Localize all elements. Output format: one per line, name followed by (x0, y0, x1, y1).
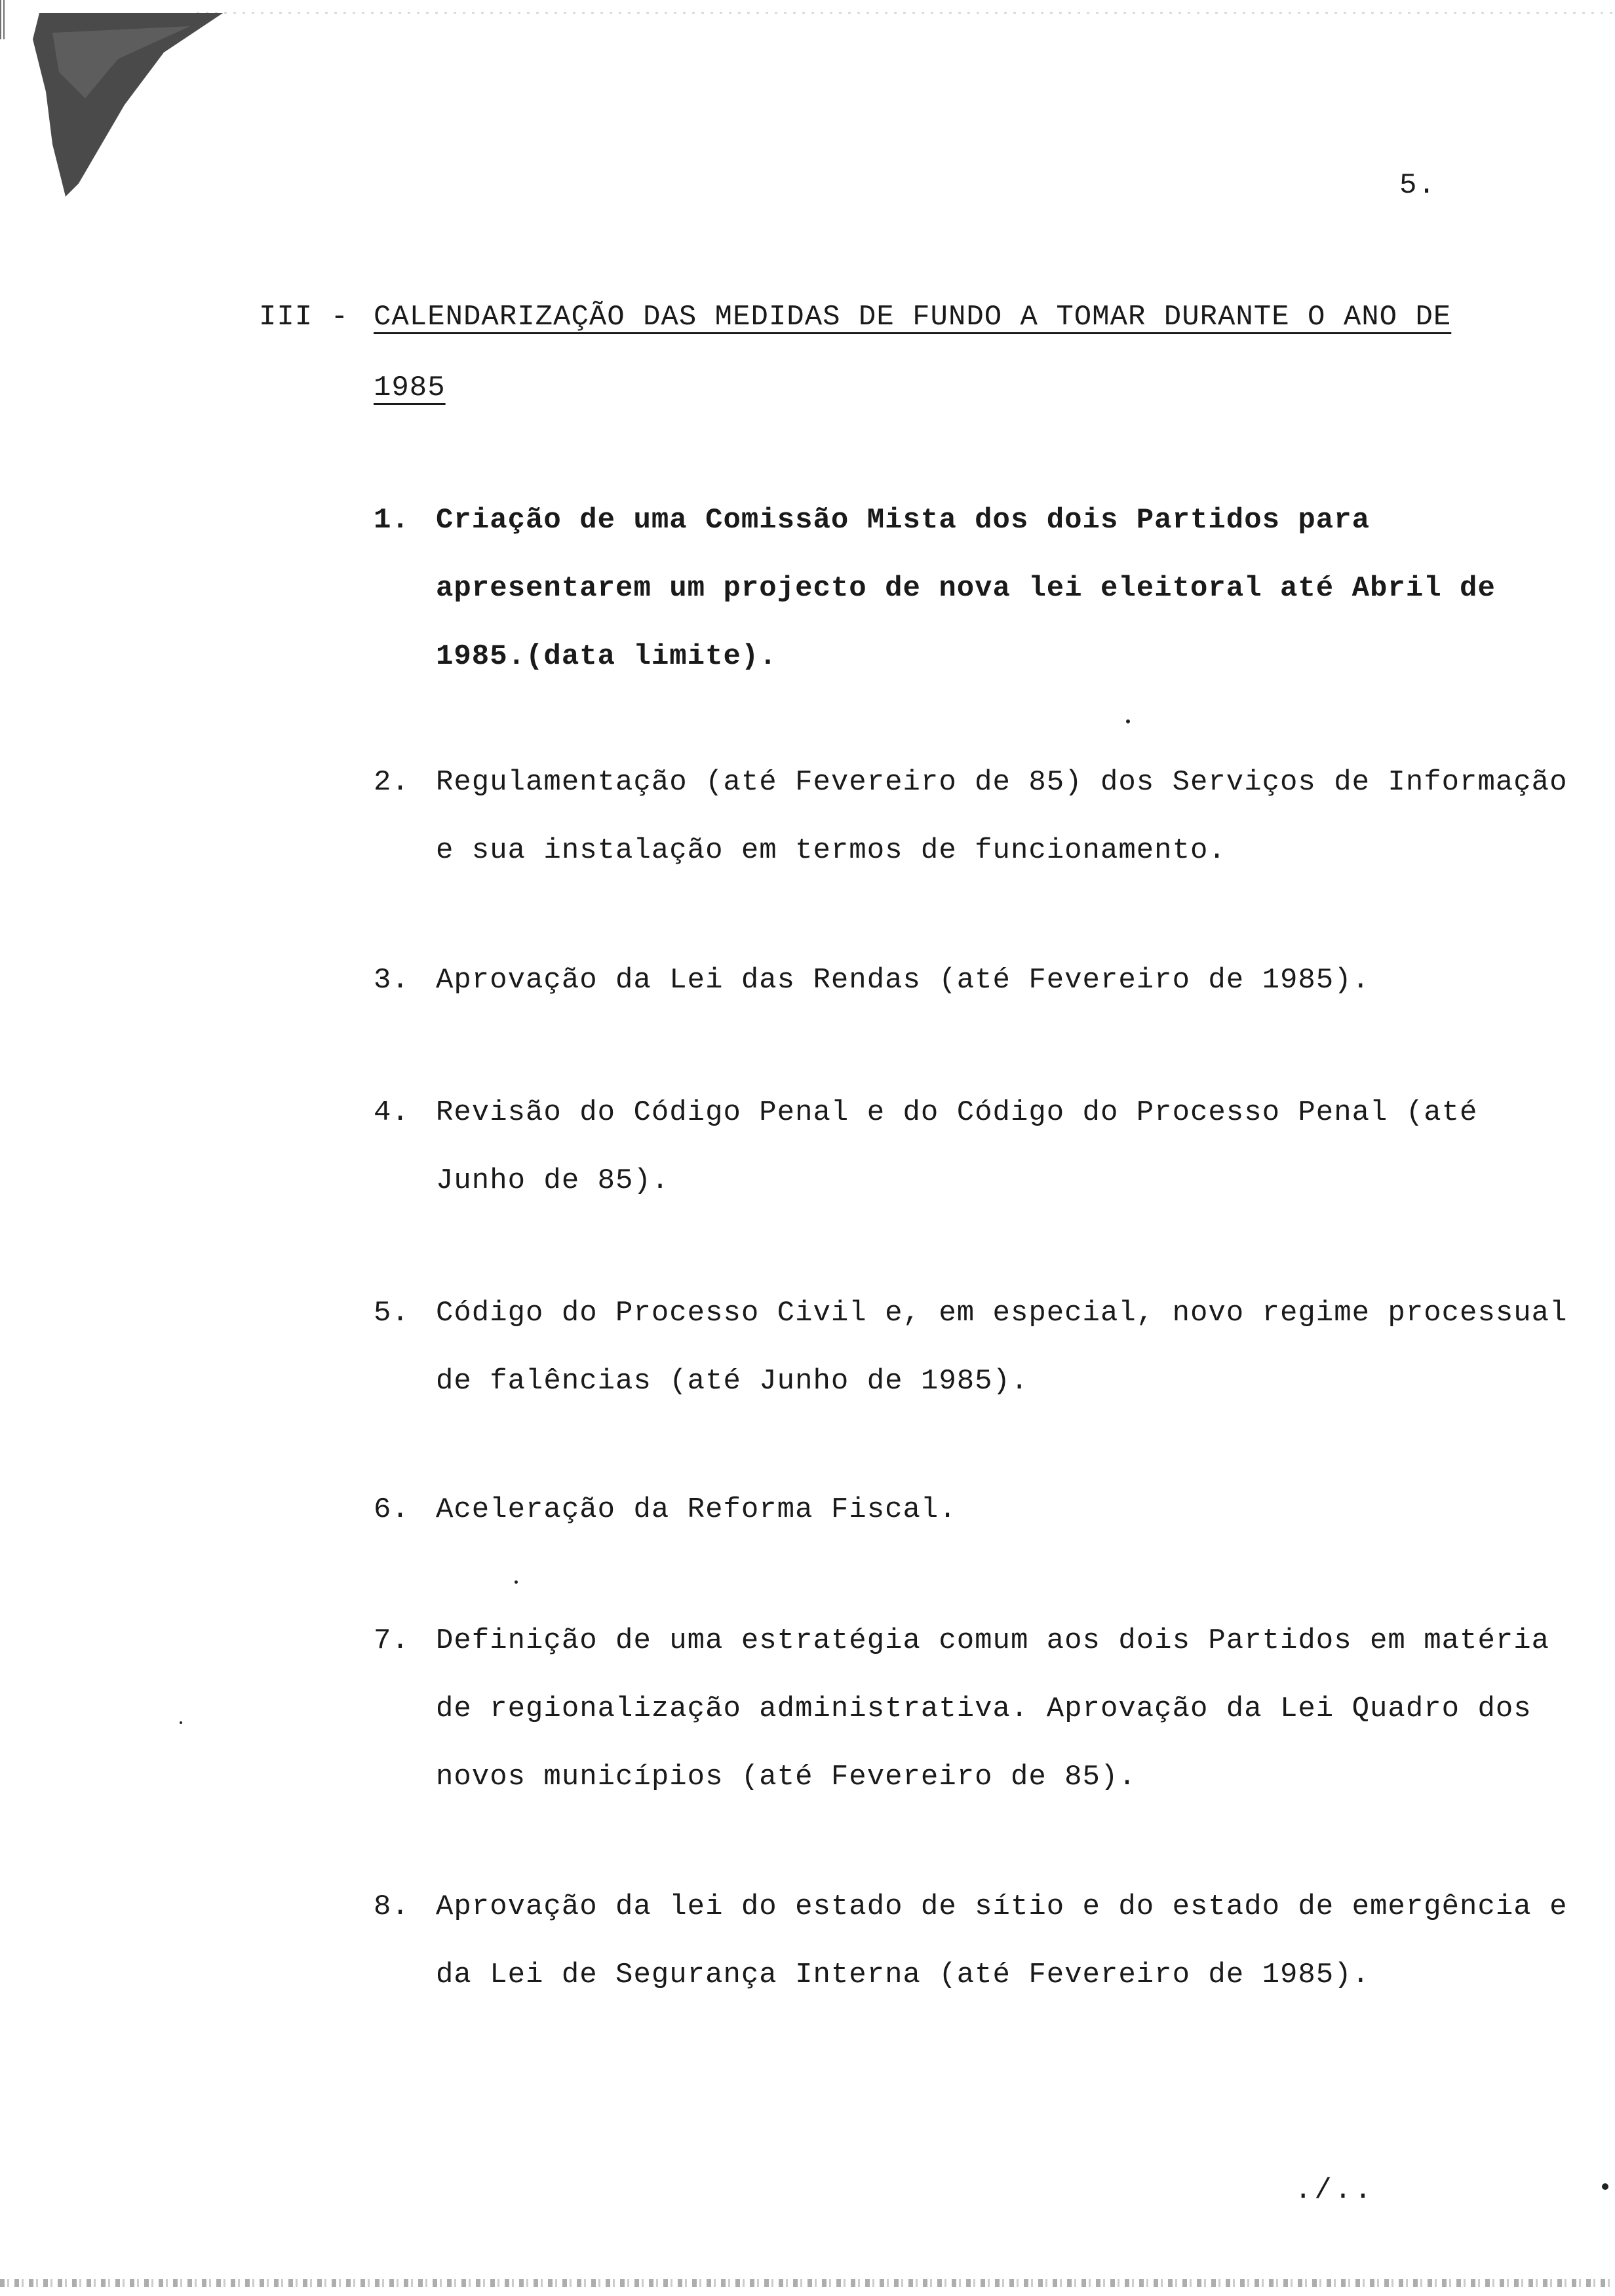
list-item-text: Aceleração da Reforma Fiscal. (436, 1493, 957, 1526)
list-item-text: Regulamentação (até Fevereiro de 85) dos Serviços de Informação e sua instalação em termos de funcionamento. (436, 766, 1568, 867)
continuation-mark: ./.. (1294, 2174, 1374, 2207)
list-item-text: Revisão do Código Penal e do Código do Processo Penal (até Junho de 85). (436, 1096, 1478, 1197)
list-item-number: 8. (374, 1890, 410, 1923)
scan-speck (1126, 719, 1130, 723)
list-item-text: Código do Processo Civil e, em especial, novo regime processual de falências (até Junho de 1985). (436, 1297, 1568, 1398)
list-item-text: Aprovação da Lei das Rendas (até Fevereiro de 1985). (436, 964, 1371, 997)
list-item-text: Criação de uma Comissão Mista dos dois Partidos para apresentarem um projecto de nova lei eleitoral até Abril de 1985.(data limite). (436, 504, 1496, 673)
scan-speck (515, 1580, 518, 1584)
list-item-text: Aprovação da lei do estado de sítio e do estado de emergência e da Lei de Segurança Interna (até Fevereiro de 1985). (436, 1890, 1568, 1991)
list-item-number: 3. (374, 964, 410, 997)
scan-edge-bottom (0, 2279, 1615, 2287)
scan-speck (1602, 2183, 1608, 2190)
scan-edge-left (0, 0, 7, 39)
staple-corner-mark (26, 13, 223, 203)
section-title: CALENDARIZAÇÃO DAS MEDIDAS DE FUNDO A TOMAR DURANTE O ANO DE 1985 (374, 301, 1452, 404)
list-item-number: 1. (374, 504, 410, 537)
list-item-number: 2. (374, 766, 410, 799)
list-item-number: 5. (374, 1297, 410, 1330)
scan-speck (180, 1721, 182, 1724)
list-item-text: Definição de uma estratégia comum aos dois Partidos em matéria de regionalização administrativa. Aprovação da Lei Quadro dos novos municípios (até Fevereiro de 85). (436, 1624, 1550, 1793)
list-item-number: 4. (374, 1096, 410, 1129)
section-numeral: III - (259, 301, 349, 334)
list-item-number: 6. (374, 1493, 410, 1526)
scan-edge-top (197, 12, 1615, 14)
list-item-number: 7. (374, 1624, 410, 1657)
page-number: 5. (1399, 169, 1437, 202)
